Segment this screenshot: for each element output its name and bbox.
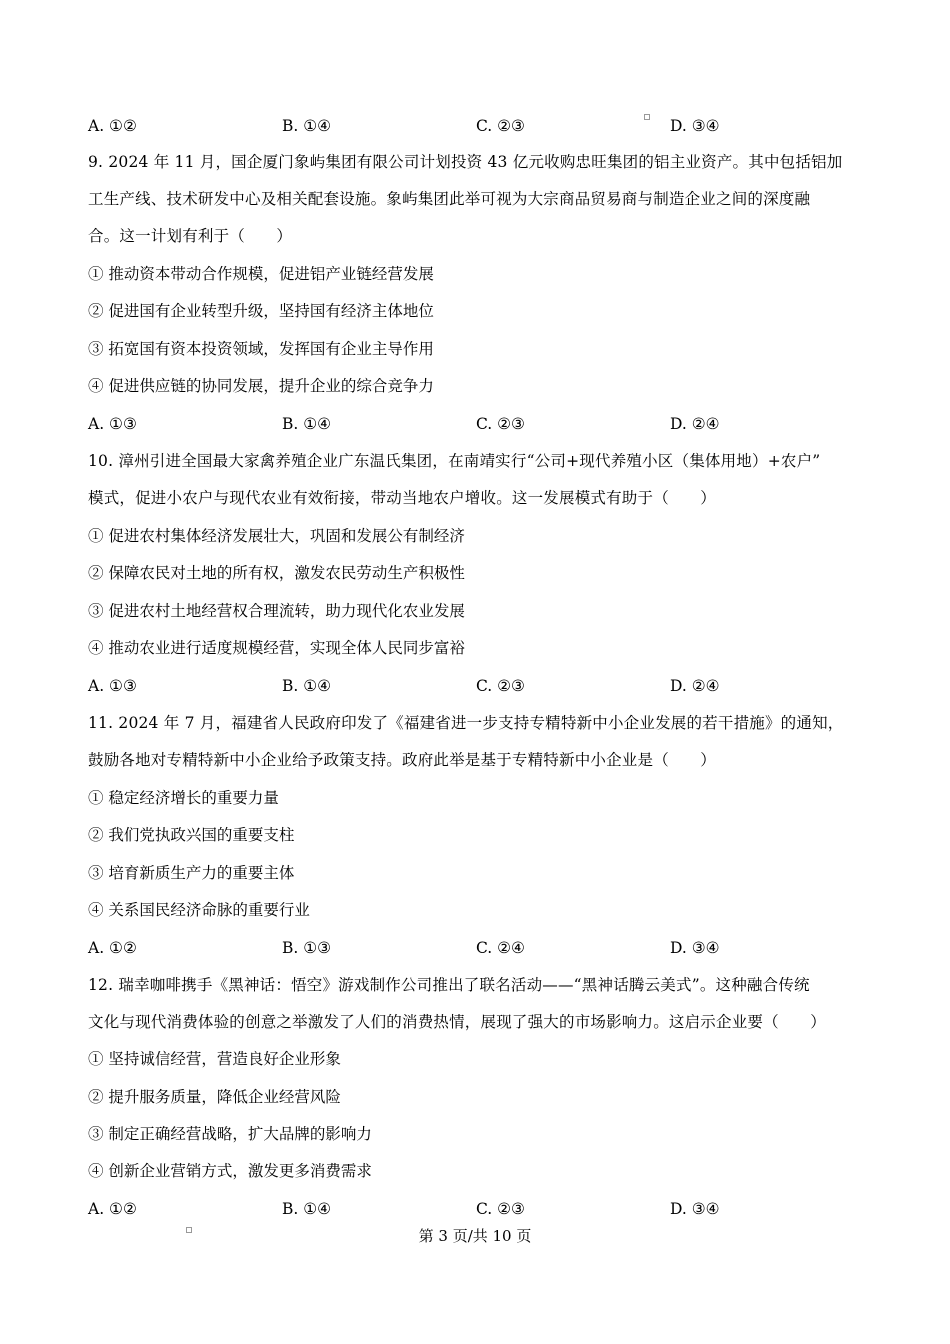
q12-stem-line: 文化与现代消费体验的创意之举激发了人们的消费热情，展现了强大的市场影响力。这启示企业要（ ） xyxy=(88,1013,826,1031)
q10-statement-3: ③ 促进农村土地经营权合理流转，助力现代化农业发展 xyxy=(88,602,465,620)
q9-option-b: B. ①④ xyxy=(282,415,332,433)
q8-option-c: C. ②③ xyxy=(476,117,525,135)
q12-statement-3: ③ 制定正确经营战略，扩大品牌的影响力 xyxy=(88,1125,372,1143)
q8-option-a: A. ①② xyxy=(88,117,137,135)
q10-options xyxy=(88,676,848,696)
q10-statement-1: ① 促进农村集体经济发展壮大，巩固和发展公有制经济 xyxy=(88,527,465,545)
q12-option-a: A. ①② xyxy=(88,1200,137,1218)
q12-option-c: C. ②③ xyxy=(476,1200,525,1218)
q11-stem-line: 鼓励各地对专精特新中小企业给予政策支持。政府此举是基于专精特新中小企业是（ ） xyxy=(88,751,717,769)
q8-options xyxy=(88,116,848,136)
q10-statement-4: ④ 推动农业进行适度规模经营，实现全体人民同步富裕 xyxy=(88,639,465,657)
q10-stem-line: 10. 漳州引进全国最大家禽养殖企业广东温氏集团，在南靖实行“公司+现代养殖小区（集体用地）+农户” xyxy=(88,452,821,470)
q12-statement-2: ② 提升服务质量，降低企业经营风险 xyxy=(88,1088,341,1106)
q11-option-c: C. ②④ xyxy=(476,939,525,957)
q12-statement-1: ① 坚持诚信经营，营造良好企业形象 xyxy=(88,1050,341,1068)
q11-stem-line: 11. 2024 年 7 月，福建省人民政府印发了《福建省进一步支持专精特新中小企业发展的若干措施》的通知， xyxy=(88,714,844,732)
q9-statement-2: ② 促进国有企业转型升级，坚持国有经济主体地位 xyxy=(88,302,434,320)
q8-option-b: B. ①④ xyxy=(282,117,332,135)
q9-statement-3: ③ 拓宽国有资本投资领域，发挥国有企业主导作用 xyxy=(88,340,434,358)
q9-option-d: D. ②④ xyxy=(670,415,720,433)
q11-option-a: A. ①② xyxy=(88,939,137,957)
q10-option-b: B. ①④ xyxy=(282,677,332,695)
q10-stem-line: 模式，促进小农户与现代农业有效衔接，带动当地农户增收。这一发展模式有助于（ ） xyxy=(88,489,717,507)
q11-statement-2: ② 我们党执政兴国的重要支柱 xyxy=(88,826,295,844)
q12-stem-line: 12. 瑞幸咖啡携手《黑神话：悟空》游戏制作公司推出了联名活动——“黑神话腾云美式”。这种融合传统 xyxy=(88,976,810,994)
q11-statement-3: ③ 培育新质生产力的重要主体 xyxy=(88,864,295,882)
q10-statement-2: ② 保障农民对土地的所有权，激发农民劳动生产积极性 xyxy=(88,564,465,582)
q12-option-d: D. ③④ xyxy=(670,1200,720,1218)
q9-statement-4: ④ 促进供应链的协同发展，提升企业的综合竞争力 xyxy=(88,377,434,395)
q9-stem-line: 合。这一计划有利于（ ） xyxy=(88,227,293,245)
q9-options xyxy=(88,414,848,434)
q12-statement-4: ④ 创新企业营销方式，激发更多消费需求 xyxy=(88,1162,372,1180)
q11-option-d: D. ③④ xyxy=(670,939,720,957)
q10-option-a: A. ①③ xyxy=(88,677,137,695)
q8-option-d: D. ③④ xyxy=(670,117,720,135)
q9-option-a: A. ①③ xyxy=(88,415,137,433)
q12-option-b: B. ①④ xyxy=(282,1200,332,1218)
q12-options xyxy=(88,1199,848,1219)
q10-option-c: C. ②③ xyxy=(476,677,525,695)
q9-stem-line: 工生产线、技术研发中心及相关配套设施。象屿集团此举可视为大宗商品贸易商与制造企业之间的深度融 xyxy=(88,190,811,208)
q11-options xyxy=(88,938,848,958)
scan-mark xyxy=(644,114,650,120)
q9-stem-line: 9. 2024 年 11 月，国企厦门象屿集团有限公司计划投资 43 亿元收购忠旺集团的铝主业资产。其中包括铝加 xyxy=(88,153,843,171)
q9-statement-1: ① 推动资本带动合作规模，促进铝产业链经营发展 xyxy=(88,265,434,283)
q10-option-d: D. ②④ xyxy=(670,677,720,695)
q9-option-c: C. ②③ xyxy=(476,415,525,433)
page-number: 第 3 页/共 10 页 xyxy=(418,1227,532,1245)
q11-option-b: B. ①③ xyxy=(282,939,332,957)
q11-statement-4: ④ 关系国民经济命脉的重要行业 xyxy=(88,901,310,919)
q11-statement-1: ① 稳定经济增长的重要力量 xyxy=(88,789,279,807)
